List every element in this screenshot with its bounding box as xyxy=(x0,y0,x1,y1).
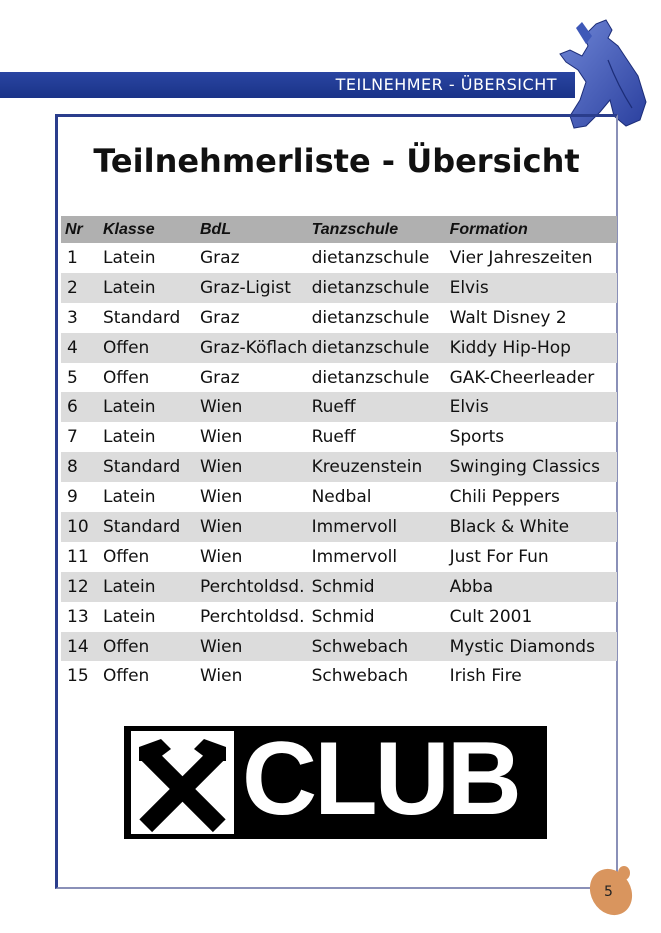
table-cell: Just For Fun xyxy=(449,546,549,567)
table-cell: Latein xyxy=(103,247,156,268)
table-cell: dietanzschule xyxy=(311,247,430,268)
table-cell: Graz xyxy=(200,307,240,328)
table-cell: GAK-Cheerleader xyxy=(449,367,595,388)
table-cell: Latein xyxy=(103,606,156,627)
table-cell: Standard xyxy=(99,452,196,482)
table-cell: 1 xyxy=(67,247,78,268)
table-cell: dietanzschule xyxy=(308,273,446,303)
club-logo-text: CLUB xyxy=(242,721,519,837)
table-row xyxy=(61,572,617,602)
table-cell: Graz xyxy=(200,247,240,268)
table-cell: Immervoll xyxy=(308,512,446,542)
table-cell: Elvis xyxy=(446,273,617,303)
header-bar xyxy=(0,72,575,98)
table-cell: dietanzschule xyxy=(311,367,430,388)
table-cell: Schwebach xyxy=(308,632,446,662)
table-cell: Offen xyxy=(103,367,150,388)
table-header-row xyxy=(61,216,617,243)
table-cell: Offen xyxy=(99,333,196,363)
page-number: 5 xyxy=(604,884,613,900)
table-cell: Immervoll xyxy=(311,546,398,567)
table-cell: 9 xyxy=(67,487,78,508)
table-cell: Schwebach xyxy=(311,666,409,687)
table-cell: Wien xyxy=(196,452,308,482)
table-cell: dietanzschule xyxy=(308,333,446,363)
table-cell: Wien xyxy=(200,546,243,567)
table-cell: 3 xyxy=(67,307,78,328)
table-cell: 8 xyxy=(61,452,99,482)
table-cell: Wien xyxy=(200,666,243,687)
raiffeisen-cross-icon xyxy=(131,731,234,834)
table-row xyxy=(61,422,617,452)
table-row xyxy=(61,542,617,572)
table-cell: Latein xyxy=(103,487,156,508)
table-cell: Schmid xyxy=(308,572,446,602)
table-cell: Black & White xyxy=(446,512,617,542)
table-cell: Wien xyxy=(200,427,243,448)
table-row xyxy=(61,452,617,482)
table-cell: 12 xyxy=(61,572,99,602)
table-cell: Sports xyxy=(449,427,505,448)
participants-table xyxy=(61,216,617,691)
table-row xyxy=(61,333,617,363)
table-cell: 15 xyxy=(67,666,89,687)
table-cell: Swinging Classics xyxy=(446,452,617,482)
table-cell: Wien xyxy=(196,632,308,662)
column-header: Klasse xyxy=(99,216,196,243)
table-cell: Rueff xyxy=(311,427,356,448)
table-cell: Offen xyxy=(103,546,150,567)
table-cell: dietanzschule xyxy=(311,307,430,328)
table-cell: Kreuzenstein xyxy=(308,452,446,482)
table-row xyxy=(61,482,617,512)
table-cell: 2 xyxy=(61,273,99,303)
table-cell: Wien xyxy=(200,487,243,508)
table-row xyxy=(61,303,617,333)
table-cell: Standard xyxy=(99,512,196,542)
table-cell: Latein xyxy=(99,273,196,303)
club-logo xyxy=(124,721,547,839)
table-cell: Graz xyxy=(200,367,240,388)
table-cell: Mystic Diamonds xyxy=(446,632,617,662)
table-cell: Wien xyxy=(196,392,308,422)
table-cell: Offen xyxy=(99,632,196,662)
column-header: BdL xyxy=(196,216,308,243)
table-cell: Latein xyxy=(99,572,196,602)
table-cell: 7 xyxy=(67,427,78,448)
table-row xyxy=(61,392,617,422)
table-cell: Vier Jahreszeiten xyxy=(449,247,593,268)
table-row xyxy=(61,632,617,662)
table-cell: Chili Peppers xyxy=(449,487,560,508)
table-cell: 13 xyxy=(67,606,89,627)
table-cell: Offen xyxy=(103,666,150,687)
table-cell: Cult 2001 xyxy=(449,606,533,627)
table-cell: Abba xyxy=(446,572,617,602)
table-cell: Graz-Köflach xyxy=(196,333,308,363)
table-cell: 4 xyxy=(61,333,99,363)
table-cell: Walt Disney 2 xyxy=(449,307,567,328)
table-row xyxy=(61,661,617,691)
table-cell: 6 xyxy=(61,392,99,422)
table-cell: Wien xyxy=(196,512,308,542)
column-header: Nr xyxy=(61,216,99,243)
table-cell: Perchtoldsd. xyxy=(200,606,305,627)
table-cell: Perchtoldsd. xyxy=(196,572,308,602)
table-cell: 5 xyxy=(67,367,78,388)
table-row xyxy=(61,273,617,303)
table-row xyxy=(61,512,617,542)
table-cell: Irish Fire xyxy=(449,666,522,687)
table-cell: Kiddy Hip-Hop xyxy=(446,333,617,363)
table-row xyxy=(61,602,617,632)
table-cell: Elvis xyxy=(446,392,617,422)
table-cell: Latein xyxy=(99,392,196,422)
table-cell: Standard xyxy=(103,307,181,328)
table-row xyxy=(61,363,617,393)
table-cell: Rueff xyxy=(308,392,446,422)
column-header: Tanzschule xyxy=(308,216,446,243)
table-cell: 10 xyxy=(61,512,99,542)
table-cell: Graz-Ligist xyxy=(196,273,308,303)
table-cell: 11 xyxy=(67,546,89,567)
table-cell: Nedbal xyxy=(311,487,372,508)
table-cell: Latein xyxy=(103,427,156,448)
column-header: Formation xyxy=(446,216,617,243)
table-cell: Schmid xyxy=(311,606,375,627)
table-row xyxy=(61,243,617,273)
section-title: TEILNEHMER - ÜBERSICHT xyxy=(335,75,557,94)
table-cell: 14 xyxy=(61,632,99,662)
page-title: Teilnehmerliste - Übersicht xyxy=(93,142,580,180)
